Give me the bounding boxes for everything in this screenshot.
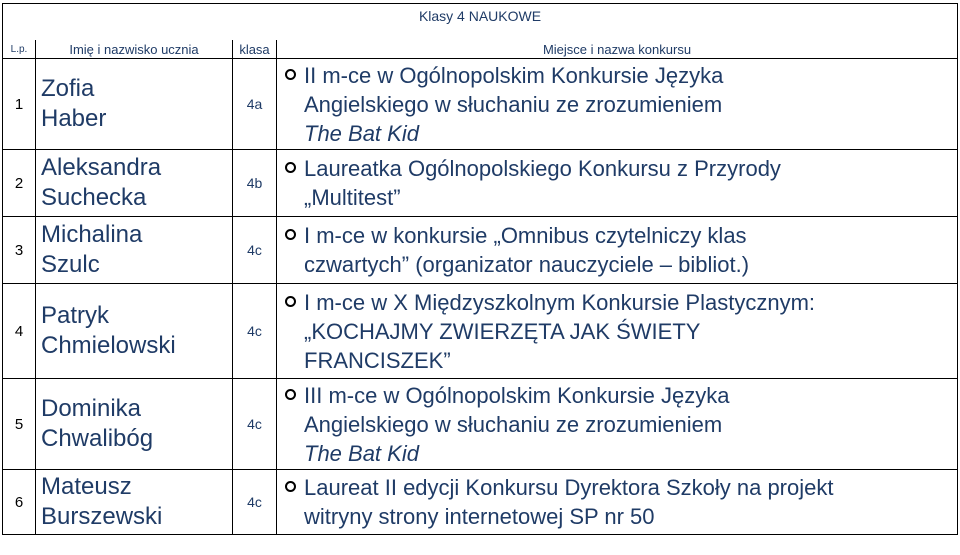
row-number: 6 [3,470,36,535]
student-first-name: Dominika [41,395,142,422]
row-number: 1 [3,59,36,150]
results-table [2,3,958,535]
achievement-cell [277,284,958,379]
achievement-line: Laureatka Ogólnopolskiego Konkursu z Przyrody [304,156,781,181]
table-row [3,470,958,535]
achievement-line: II m-ce w Ogólnopolskim Konkursie Języka [304,62,724,88]
student-name [36,470,233,535]
class-cell: 4c [233,379,277,470]
table-row [3,217,958,284]
class-cell: 4c [233,284,277,379]
achievement-line: Angielskiego w słuchaniu ze zrozumieniem [304,411,723,437]
student-first-name: Zofia [41,75,95,102]
table-row [3,150,958,217]
header-name: Imię i nazwisko ucznia [36,40,233,59]
student-first-name: Michalina [41,221,143,248]
achievement-line: The Bat Kid [304,120,419,146]
achievement-line: „KOCHAJMY ZWIERZĘTA JAK ŚWIETY [304,318,701,344]
class-cell: 4c [233,217,277,284]
bullet-icon [285,296,296,307]
header-lp: L.p. [3,40,36,59]
achievement-line: III m-ce w Ogólnopolskim Konkursie Języka [304,382,730,408]
table-row [3,379,958,470]
student-name [36,379,233,470]
student-last-name: Chmielowski [41,332,176,359]
student-last-name: Burszewski [41,503,163,530]
student-name [36,284,233,379]
student-last-name: Haber [41,105,107,132]
header-achievement: Miejsce i nazwa konkursu [277,40,958,59]
table-row [3,284,958,379]
row-number: 2 [3,150,36,217]
table-row [3,59,958,150]
achievement-line: czwartych” (organizator nauczyciele – bibliot.) [304,252,750,277]
achievement-cell [277,470,958,535]
bullet-icon [285,229,296,240]
class-cell: 4b [233,150,277,217]
achievement-cell [277,59,958,150]
achievement-line: The Bat Kid [304,440,419,466]
student-first-name: Mateusz [41,473,132,500]
achievement-cell [277,217,958,284]
achievement-line: witryny strony internetowej SP nr 50 [304,504,655,529]
class-cell: 4a [233,59,277,150]
student-last-name: Chwalibóg [41,425,154,452]
achievement-line: „Multitest” [304,185,401,210]
achievement-line: Angielskiego w słuchaniu ze zrozumieniem [304,91,723,117]
bullet-icon [285,389,296,400]
achievement-line: FRANCISZEK” [304,347,451,373]
student-first-name: Patryk [41,302,110,329]
student-last-name: Szulc [41,251,100,278]
header-row [3,40,958,59]
student-name [36,59,233,150]
row-number: 4 [3,284,36,379]
row-number: 5 [3,379,36,470]
bullet-icon [285,162,296,173]
student-first-name: Aleksandra [41,154,162,181]
table-title: Klasy 4 NAUKOWE [3,4,958,41]
student-name [36,150,233,217]
student-last-name: Suchecka [41,184,147,211]
achievement-line: I m-ce w X Międzyszkolnym Konkursie Plastycznym: [304,289,816,315]
achievement-cell [277,150,958,217]
class-cell: 4c [233,470,277,535]
bullet-icon [285,69,296,80]
achievement-line: Laureat II edycji Konkursu Dyrektora Szkoły na projekt [304,475,834,500]
header-class: klasa [233,40,277,59]
achievement-line: I m-ce w konkursie „Omnibus czytelniczy klas [304,223,747,248]
row-number: 3 [3,217,36,284]
bullet-icon [285,481,296,492]
achievement-cell [277,379,958,470]
student-name [36,217,233,284]
